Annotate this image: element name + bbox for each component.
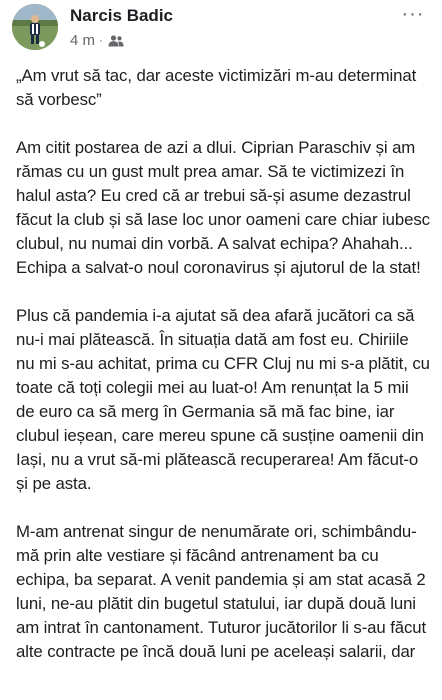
post-text: [16, 64, 430, 688]
friends-icon[interactable]: [108, 34, 124, 46]
avatar-photo-icon: [12, 4, 58, 50]
more-options-icon[interactable]: ···: [401, 2, 425, 25]
post-paragraph: Am citit postarea de azi a dlui. Ciprian Paraschiv și am rămas cu un gust mult prea amar. Să te victimizezi în halul asta? Eu cred că ar trebui să-și asume dezastrul făcut la club și să lase loc unor oameni care chiar iubesc clubul, nu numai din vorbă. A salvat echipa? Ahahah... Echipa a salvat-o noul coronavirus și ajutorul de la stat!: [16, 138, 430, 277]
post-meta: [70, 30, 124, 50]
author-avatar[interactable]: [12, 4, 58, 50]
post-paragraph: „Am vrut să tac, dar aceste victimizări m-au determinat să vorbesc”: [16, 66, 417, 109]
post-paragraph: Plus că pandemia i-a ajutat să dea afară jucători ca să nu-i mai plătească. În situația dată am fost eu. Chiriile nu mi s-au achitat, prima cu CFR Cluj nu mi s-a plătit, cu toate că toți colegii mei au luat-o! Am renunțat la 5 mii de euro ca să merg în Germania să mă fac bine, iar clubul ieșean, care mereu spune că susține oamenii din Iași, nu a vrut să-mi plătească recuperarea! Am făcut-o și pe asta.: [16, 306, 430, 493]
author-name[interactable]: Narcis Badic: [70, 6, 173, 25]
post-paragraph: M-am antrenat singur de nenumărate ori, schimbându-mă prin alte vestiare și făcând antrenament ba cu echipa, ba separat. A venit pandemia și am stat acasă 2 luni, ne-au plătit din bugetul statului, iar după două luni am intrat în cantonament. Tuturor jucătorilor li s-au făcut alte contracte pe încă două luni pe aceleași salarii, dar: [16, 522, 427, 661]
meta-separator: ·: [99, 33, 104, 47]
post-timestamp[interactable]: 4 m: [70, 31, 96, 49]
post-header: [0, 0, 442, 62]
